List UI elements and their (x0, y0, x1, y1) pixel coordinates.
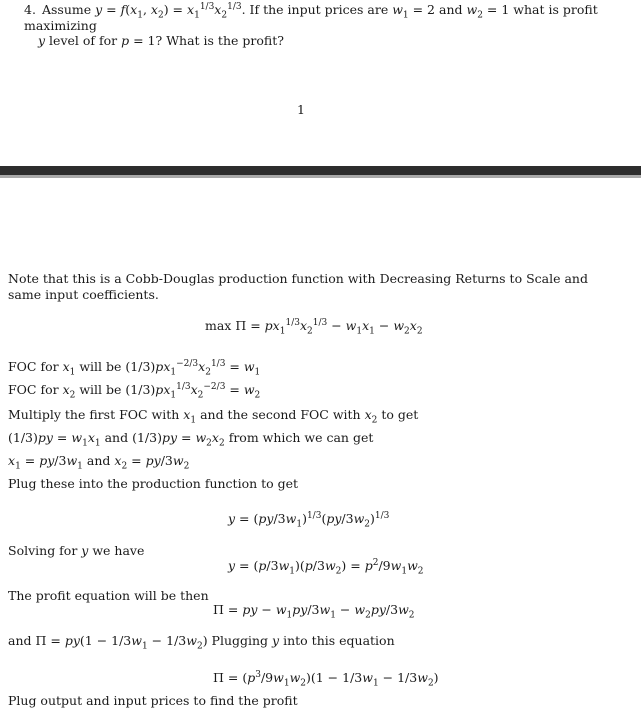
question-line2: level of for (49, 33, 118, 49)
y-solution: $y = (p/3w_1)(p/3w_2) = p^2/9w_1w_2$ (228, 557, 424, 577)
from-which-text: from which we can get (228, 430, 374, 445)
demand-line: $x_1 = py/3w_1$ and $x_2 = py/3w_2$ (8, 453, 190, 472)
and-word-2: and (104, 430, 129, 445)
multiply-text: Multiply the first FOC with (8, 407, 180, 422)
foc-x2: FOC for $x_2$ will be $(1/3)px_1^{1/3}x_2^{-2/3} = w_2$ (8, 381, 261, 401)
final-text: Plug output and input prices to find the profit (8, 693, 298, 708)
solving-text: Solving for (8, 543, 78, 558)
question-mid: what is profit maximizing (24, 2, 598, 33)
question-line2-tail: What is the profit? (166, 33, 284, 49)
problem-lead: Assume (41, 2, 92, 17)
profit-simplified-line: and $\Pi = py(1 - 1/3w_1 - 1/3w_2)$ Plugging y into this equation (8, 633, 395, 652)
max-profit-equation: $\max \Pi = px_1^{1/3}x_2^{1/3} - w_1x_1 - w_2x_2$ (205, 317, 423, 337)
and-word-3: and (86, 453, 111, 468)
foc1-mid: will be (79, 359, 122, 374)
solution-intro: Note that this is a Cobb-Douglas production function with Decreasing Returns to Scale and same input coefficients. (8, 271, 588, 302)
foc1-prefix: FOC for (8, 359, 59, 374)
foc2-mid: will be (79, 382, 122, 397)
multiply-mid: and the second FOC with (200, 407, 361, 422)
production-function: $y = f(x_1$, $x_2) = x_1^{1/3}x_2^{1/3}$. (95, 1, 246, 21)
question-text: If the input prices are (249, 2, 389, 17)
and-word: and (439, 2, 463, 17)
plugging-tail: into this equation (283, 633, 395, 648)
plug-text: Plug these into the production function to get (8, 476, 299, 491)
and-pi: and (8, 633, 32, 648)
multiply-line: Multiply the first FOC with $x_1$ and the second FOC with $x_2$ to get (8, 407, 419, 426)
page-number: 1 (297, 102, 305, 117)
foc2-prefix: FOC for (8, 382, 59, 397)
problem-statement: 4. Assume $y = f(x_1$, $x_2) = x_1^{1/3}x_2^{1/3}$. If the input prices are $w_1 = 2$ and $w_2 = 1$ what is profit maximizing y level of for p = 1? What is the profit? (24, 1, 598, 49)
solving-tail: we have (92, 543, 145, 558)
solving-line: Solving for y we have (8, 543, 145, 558)
profit-equation: Π = py − $w_1py/3w_1 - w_2py/3w_2$ (213, 602, 415, 621)
foc-x1: FOC for $x_1$ will be $(1/3)px_1^{-2/3}x_2^{1/3} = w_1$ (8, 358, 261, 378)
page-divider-shadow (0, 175, 641, 178)
problem-number: 4. (24, 2, 36, 17)
foc-result-line: $(1/3)py = w_1x_1$ and $(1/3)py = w_2x_2$ from which we can get (8, 430, 374, 449)
y-equation: $y = (py/3w_1)^{1/3}(py/3w_2)^{1/3}$ (228, 510, 390, 530)
page-divider (0, 166, 641, 175)
profit-final-equation: $\Pi = (p^3/9w_1w_2)(1 - 1/3w_1 - 1/3w_2)$ (213, 669, 439, 689)
multiply-tail: to get (381, 407, 419, 422)
plugging-text: Plugging (211, 633, 269, 648)
profit-eq-text: The profit equation will be then (8, 588, 209, 603)
